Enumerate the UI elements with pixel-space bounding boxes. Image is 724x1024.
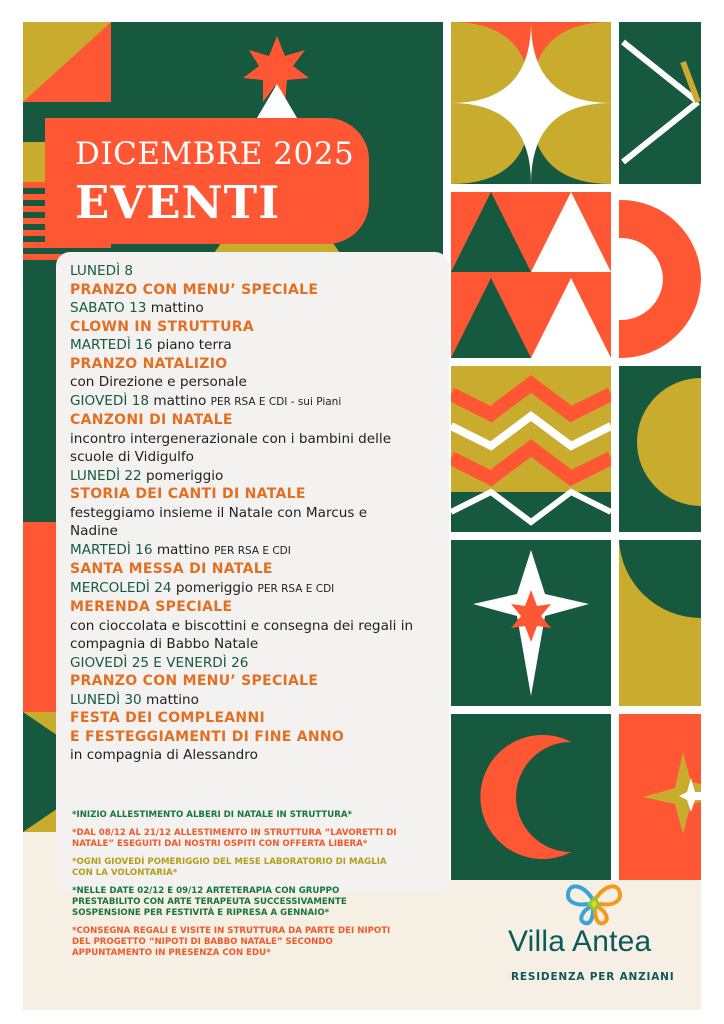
- event-time: piano terra: [156, 337, 232, 353]
- event-time: mattino: [146, 691, 199, 708]
- event-description: festeggiamo insieme il Natale con Marcus e Nadine: [70, 504, 368, 539]
- brand-subtitle: RESIDENZA PER ANZIANI: [511, 971, 675, 983]
- event-title: PRANZO CON MENU’ SPECIALE: [70, 673, 319, 689]
- month-title: DICEMBRE 2025: [75, 136, 355, 172]
- event-day: LUNEDÌ 22: [70, 467, 142, 484]
- event-title: FESTA DEI COMPLEANNI: [70, 710, 265, 726]
- event-time: mattino: [156, 541, 210, 558]
- events-list: [70, 262, 430, 765]
- event-day: MARTEDÌ 16: [70, 541, 153, 558]
- event-day: LUNEDÌ 30: [70, 691, 142, 708]
- header-banner: [45, 118, 369, 244]
- event-title: MERENDA SPECIALE: [70, 599, 233, 615]
- event-title: PRANZO NATALIZIO: [70, 355, 228, 372]
- event-day: MARTEDÌ 16: [70, 337, 153, 353]
- event-description: con cioccolata e biscottini e consegna dei regali in compagnia di Babbo Natale: [70, 617, 414, 652]
- event-audience-tag: PER RSA E CDI: [214, 544, 291, 557]
- note-item: *INIZIO ALLESTIMENTO ALBERI DI NATALE IN STRUTTURA*: [72, 810, 353, 820]
- event-day: MERCOLEDÌ 24: [70, 579, 172, 596]
- page-title: EVENTI: [75, 176, 281, 229]
- event-time: pomeriggio: [175, 579, 254, 596]
- event-title: STORIA DEI CANTI DI NATALE: [70, 486, 306, 502]
- note-item: *CONSEGNA REGALI E VISITE IN STRUTTURA DA PARTE DEI NIPOTI DEL PROGETTO “NIPOTI DI BABBO NATALE” SECONDO APPUNTAMENTO IN PRESENZA CON EDU*: [72, 926, 391, 958]
- event-title: CLOWN IN STRUTTURA: [70, 318, 255, 335]
- event-item: [70, 336, 430, 392]
- event-time: pomeriggio: [146, 467, 224, 484]
- brand-name: Villa Antea: [508, 925, 652, 958]
- event-day: GIOVEDÌ 25 E VENERDÌ 26: [70, 654, 249, 671]
- note-item: *NELLE DATE 02/12 E 09/12 ARTETERAPIA CON GRUPPO PRESTABILITO CON ARTE TERAPEUTA SUCCESSIVAMENTE SOSPENSIONE PER FESTIVITÀ E RIPRESA A GENNAIO*: [72, 886, 347, 918]
- event-item: [70, 654, 430, 691]
- event-item: [70, 691, 430, 765]
- butterfly-logo-icon: [565, 880, 623, 926]
- event-time: mattino: [153, 392, 207, 409]
- event-description: con Direzione e personale: [70, 374, 247, 390]
- event-audience-tag: PER RSA E CDI - sui Piani: [210, 395, 342, 408]
- event-title: CANZONI DI NATALE: [70, 412, 233, 428]
- event-day: SABATO 13: [70, 300, 147, 316]
- event-description: in compagnia di Alessandro: [70, 747, 258, 763]
- event-title-line-2: E FESTEGGIAMENTI DI FINE ANNO: [70, 728, 345, 745]
- note-item: *OGNI GIOVEDÌ POMERIGGIO DEL MESE LABORATORIO DI MAGLIA CON LA VOLONTARIA*: [72, 857, 387, 878]
- event-item: [70, 262, 430, 299]
- event-day: LUNEDÌ 8: [70, 263, 134, 279]
- event-item: [70, 392, 430, 467]
- event-time: mattino: [150, 300, 204, 316]
- note-item: *DAL 08/12 AL 21/12 ALLESTIMENTO IN STRUTTURA “LAVORETTI DI NATALE” ESEGUITI DAI NOSTRI OSPITI CON OFFERTA LIBERA*: [72, 828, 397, 849]
- event-title: PRANZO CON MENU’ SPECIALE: [70, 281, 319, 298]
- event-item: [70, 541, 430, 579]
- event-item: [70, 467, 430, 541]
- notes-list: [72, 810, 402, 966]
- event-item: [70, 299, 430, 336]
- event-title: SANTA MESSA DI NATALE: [70, 561, 273, 577]
- event-item: [70, 579, 430, 654]
- event-audience-tag: PER RSA E CDI: [257, 582, 335, 595]
- event-description: incontro intergenerazionale con i bambini delle scuole di Vidigulfo: [70, 430, 392, 465]
- event-day: GIOVEDÌ 18: [70, 392, 149, 409]
